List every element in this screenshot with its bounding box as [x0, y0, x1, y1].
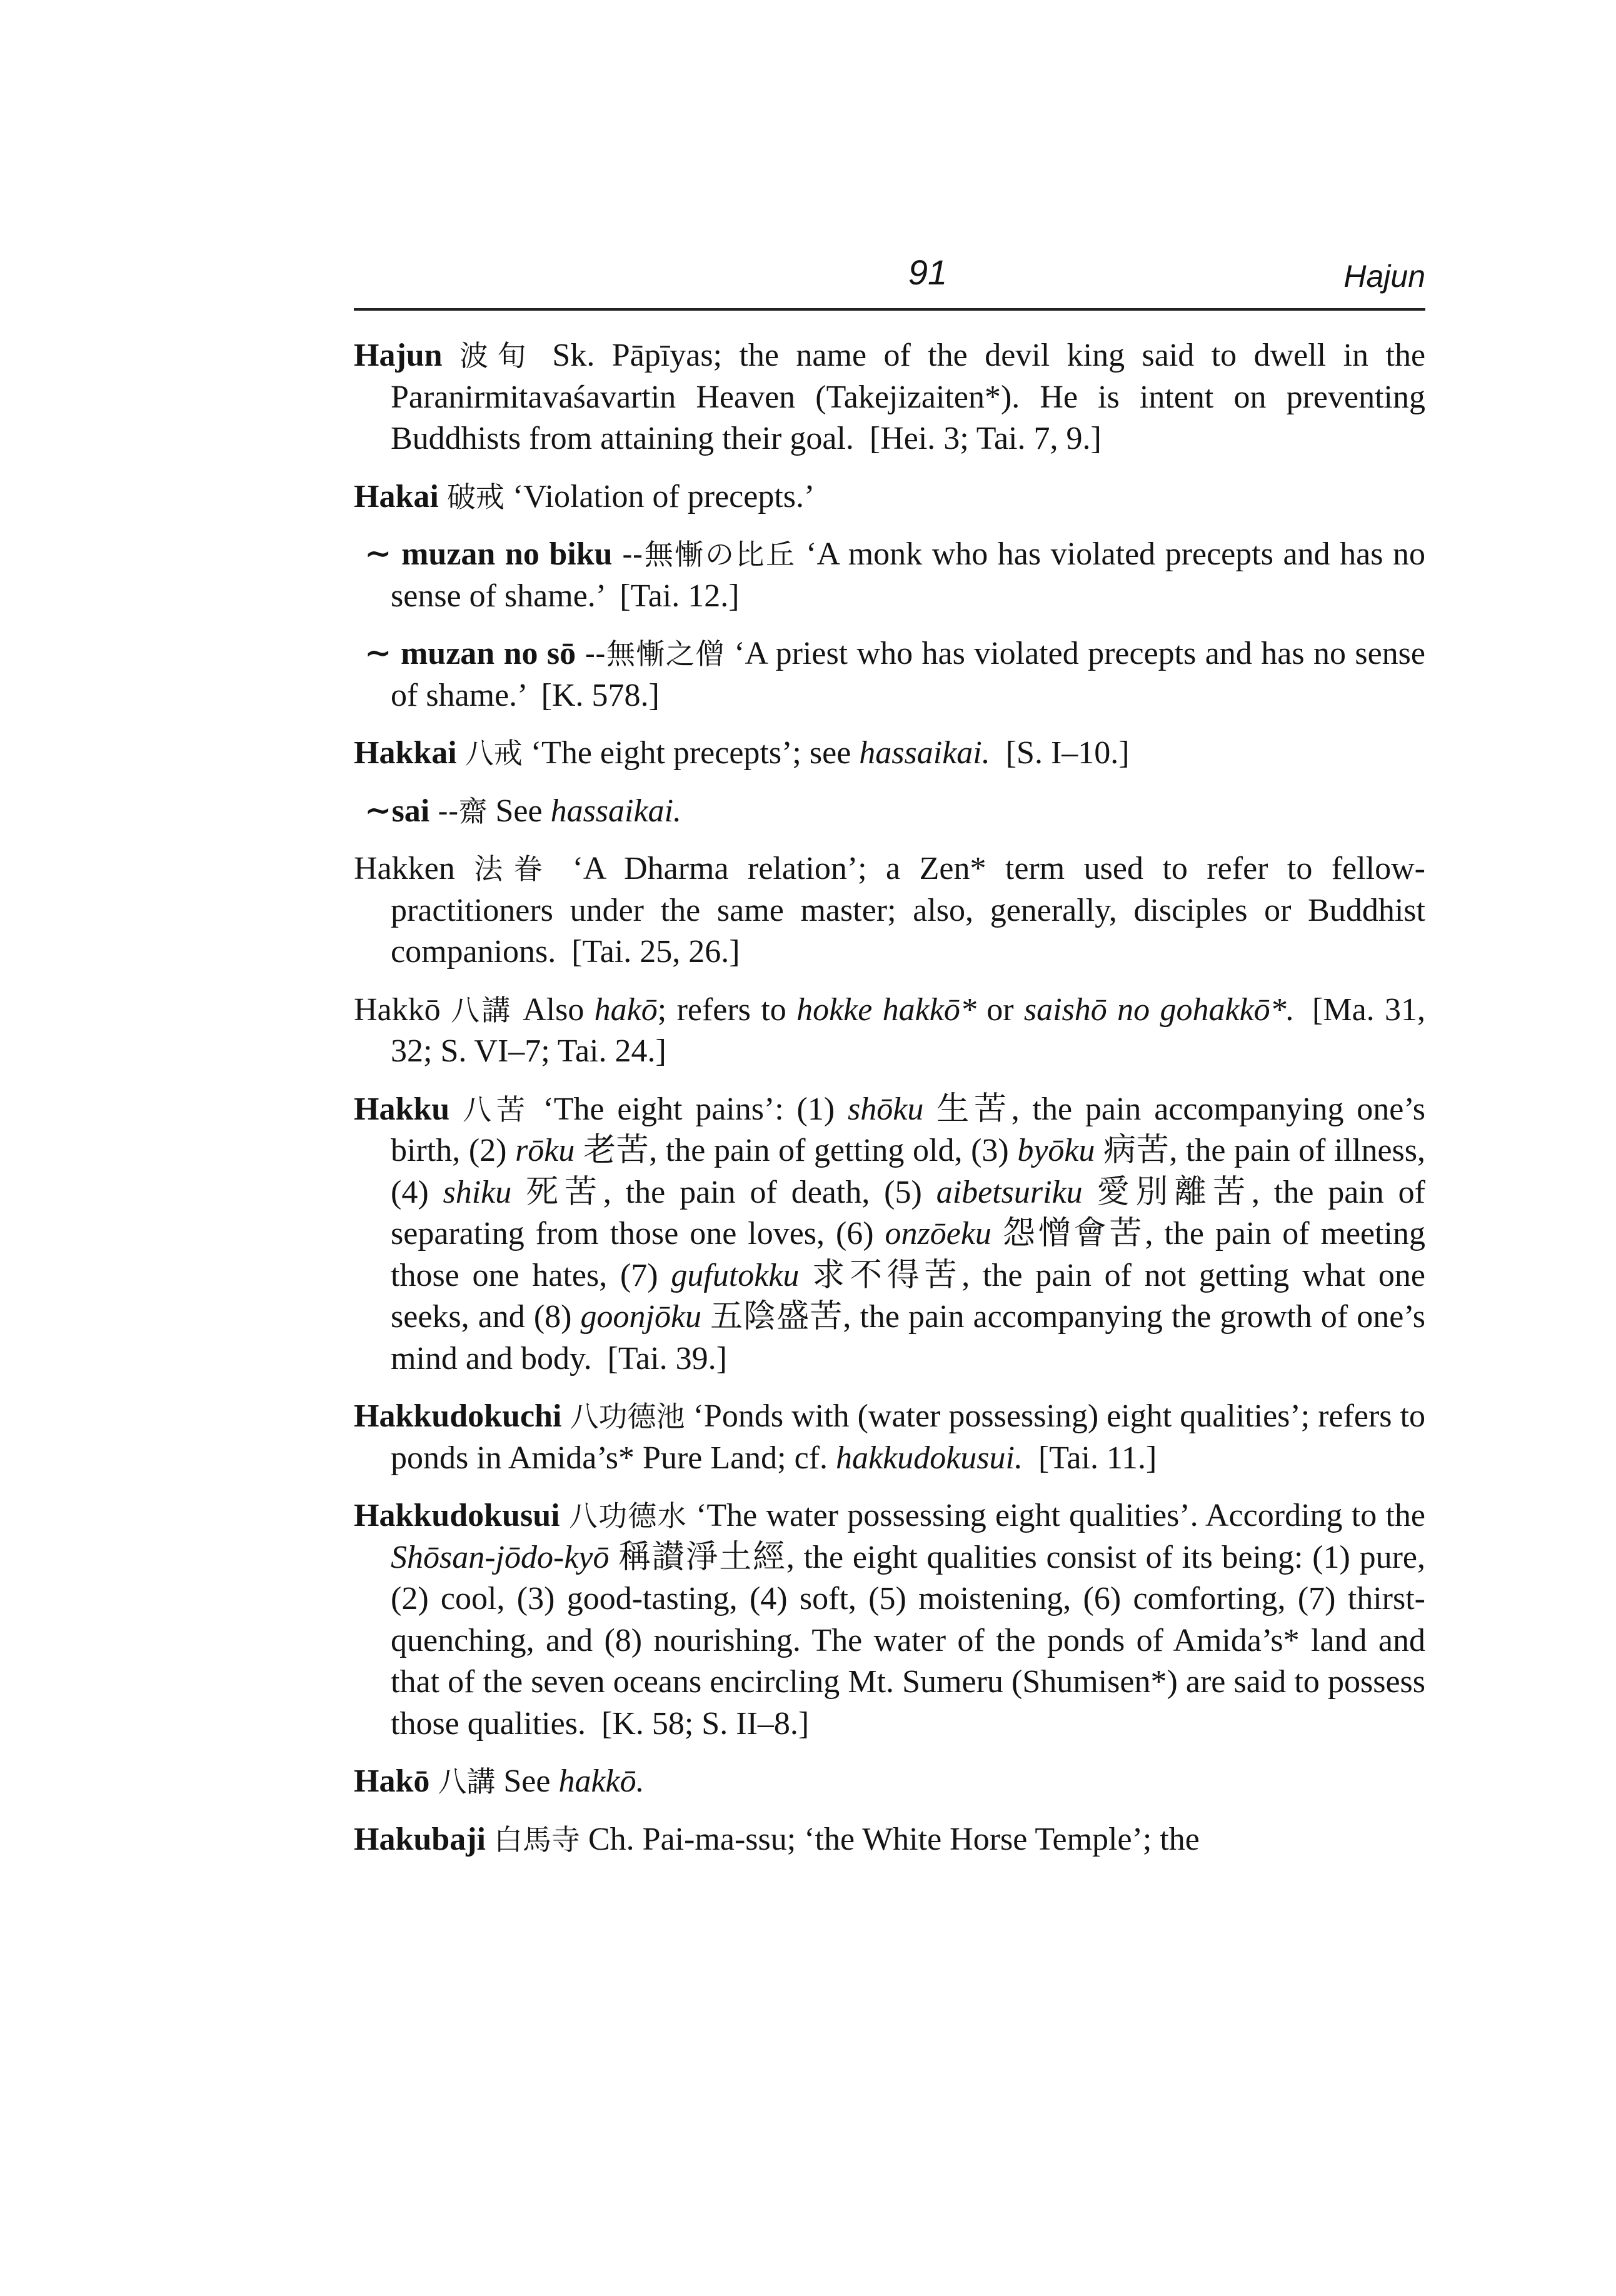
definition: 老苦, the pain of getting old, (3) [575, 1133, 1018, 1168]
definition: ‘A monk who has violated precepts and has no sense of shame.’ [391, 536, 1425, 614]
definition: ‘A priest who has violated precepts and has no sense of shame.’ [391, 636, 1425, 713]
entry [354, 1819, 1425, 1861]
definition: ‘Ponds with (water possessing) eight qualities’; refers to ponds in Amida’s* Pure Land; cf. [391, 1398, 1426, 1476]
term: rōku [515, 1133, 575, 1168]
entry [354, 335, 1425, 460]
cross-reference: hakkō. [558, 1763, 645, 1799]
reference: [Tai. 25, 26.] [571, 934, 740, 970]
running-head: Hajun [1343, 259, 1425, 294]
reference: [S. I–10.] [1005, 735, 1130, 771]
term: shōku [848, 1091, 924, 1127]
definition: Also [523, 991, 595, 1028]
headword: ∼ muzan no biku [364, 536, 613, 572]
definition: ‘A Dharma relation’; a Zen* term used to refer to fellow-practitioners under the same master; also, generally, disciples or Buddhist companions. [391, 851, 1426, 970]
page-header [354, 247, 1425, 303]
cross-reference: hassaikai. [550, 793, 682, 829]
kanji: 八苦 [463, 1092, 530, 1126]
definition: ; refers to [657, 991, 797, 1028]
headword: Hakkai [354, 735, 457, 771]
cross-reference: hakō [594, 991, 658, 1028]
entry [354, 476, 1425, 518]
reference: [Hei. 3; Tai. 7, 9.] [869, 421, 1102, 456]
definition: or [976, 991, 1024, 1028]
entry [354, 1761, 1425, 1803]
definition: ‘The eight pains’: (1) [543, 1091, 848, 1127]
entry [354, 1089, 1425, 1380]
headword: Hakai [354, 478, 439, 514]
cross-reference: hokke hakkō* [796, 991, 976, 1028]
term: gufutokku [671, 1257, 800, 1293]
sub-entry [354, 534, 1425, 617]
definition: ‘The water possessing eight qualities’. According to the [696, 1498, 1425, 1533]
kanji: 八講 [451, 993, 513, 1027]
headword: Hakkudokuchi [354, 1398, 562, 1434]
headword: Hakkudokusui [354, 1498, 560, 1533]
definition: 五陰盛苦, the pain accompanying the growth of one’s mind and body. [391, 1299, 1425, 1376]
headword: Hakō [354, 1763, 430, 1799]
reference: [Ma. 31, 32; S. VI–7; Tai. 24.] [391, 991, 1426, 1069]
definition: 稱讃淨土經, the eight qualities consist of its being: (1) pure, (2) cool, (3) good-tasting, (4) soft, (5) moistening, (6) comforting, (7) thirst-quenching, and (8) nourishing. The water of the ponds of Amida’s* land and that of the seven oceans encircling Mt. Sumeru (Shumisen*) are said to possess those qualities. [391, 1539, 1425, 1742]
term: goonjōku [580, 1299, 702, 1335]
definition: 怨憎會苦, the pain of meeting those one hates, (7) [391, 1216, 1426, 1293]
term: shiku [443, 1174, 512, 1210]
term: onzōeku [885, 1216, 991, 1251]
page-number: 91 [908, 253, 948, 292]
cross-reference: hassaikai. [859, 735, 990, 771]
headword: Hakku [354, 1091, 450, 1127]
entry [354, 733, 1425, 775]
kanji: --齋 [438, 794, 488, 828]
definition: See [495, 793, 551, 829]
entry [354, 1495, 1425, 1745]
kanji: 八戒 [464, 736, 523, 770]
definition: 死苦, the pain of death, (5) [511, 1174, 936, 1210]
cross-reference: hakkudokusui. [836, 1440, 1023, 1476]
definition: 生苦, the pain accompanying one’s birth, (2) [391, 1091, 1426, 1168]
kanji: --無慚之僧 [585, 637, 725, 671]
kanji: 破戒 [446, 479, 504, 514]
dictionary-entries [354, 335, 1425, 1877]
reference: [K. 578.] [541, 677, 660, 713]
headword: ∼sai [364, 793, 430, 829]
entry [354, 1396, 1425, 1479]
reference: [Tai. 11.] [1038, 1440, 1157, 1476]
kanji: 八講 [438, 1765, 496, 1798]
sub-entry [354, 791, 1425, 833]
headword: Hakkō [354, 991, 441, 1028]
reference: [K. 58; S. II–8.] [601, 1705, 810, 1742]
definition: Sk. Pāpīyas; the name of the devil king said to dwell in the Paranirmitavaśavartin Heaven (Takejizaiten*). He is intent on preventing Buddhists from attaining their goal. [391, 338, 1426, 456]
sub-entry [354, 633, 1425, 716]
term: aibetsuriku [936, 1174, 1083, 1210]
term: byōku [1017, 1133, 1095, 1168]
reference: [Tai. 39.] [607, 1340, 727, 1376]
term: Shōsan-jōdo-kyō [391, 1539, 610, 1575]
headword: ∼ muzan no sō [364, 636, 576, 671]
kanji: 波旬 [459, 339, 535, 373]
definition: 求不得苦, the pain of not getting what one seeks, and (8) [391, 1257, 1425, 1335]
kanji: 八功德水 [568, 1499, 687, 1533]
header-rule [354, 308, 1425, 311]
headword: Hajun [354, 338, 443, 373]
definition: Ch. Pai-ma-ssu; ‘the White Horse Temple’; the [588, 1821, 1200, 1857]
reference: [Tai. 12.] [620, 578, 740, 614]
definition: ‘Violation of precepts.’ [512, 478, 815, 514]
definition: 病苦, the pain of illness, (4) [391, 1133, 1426, 1210]
cross-reference: saishō no gohakkō*. [1023, 991, 1295, 1028]
entry [354, 990, 1425, 1073]
kanji: --無慚の比丘 [622, 538, 796, 571]
definition: 愛別離苦, the pain of separating from those one loves, (6) [391, 1174, 1425, 1251]
kanji: 白馬寺 [493, 1822, 580, 1857]
kanji: 八功德池 [570, 1400, 685, 1433]
kanji: 法眷 [474, 852, 554, 886]
headword: Hakubaji [354, 1821, 486, 1857]
entry [354, 848, 1425, 973]
headword: Hakken [354, 851, 455, 886]
definition: ‘The eight precepts’; see [530, 735, 860, 771]
definition: See [503, 1763, 559, 1799]
